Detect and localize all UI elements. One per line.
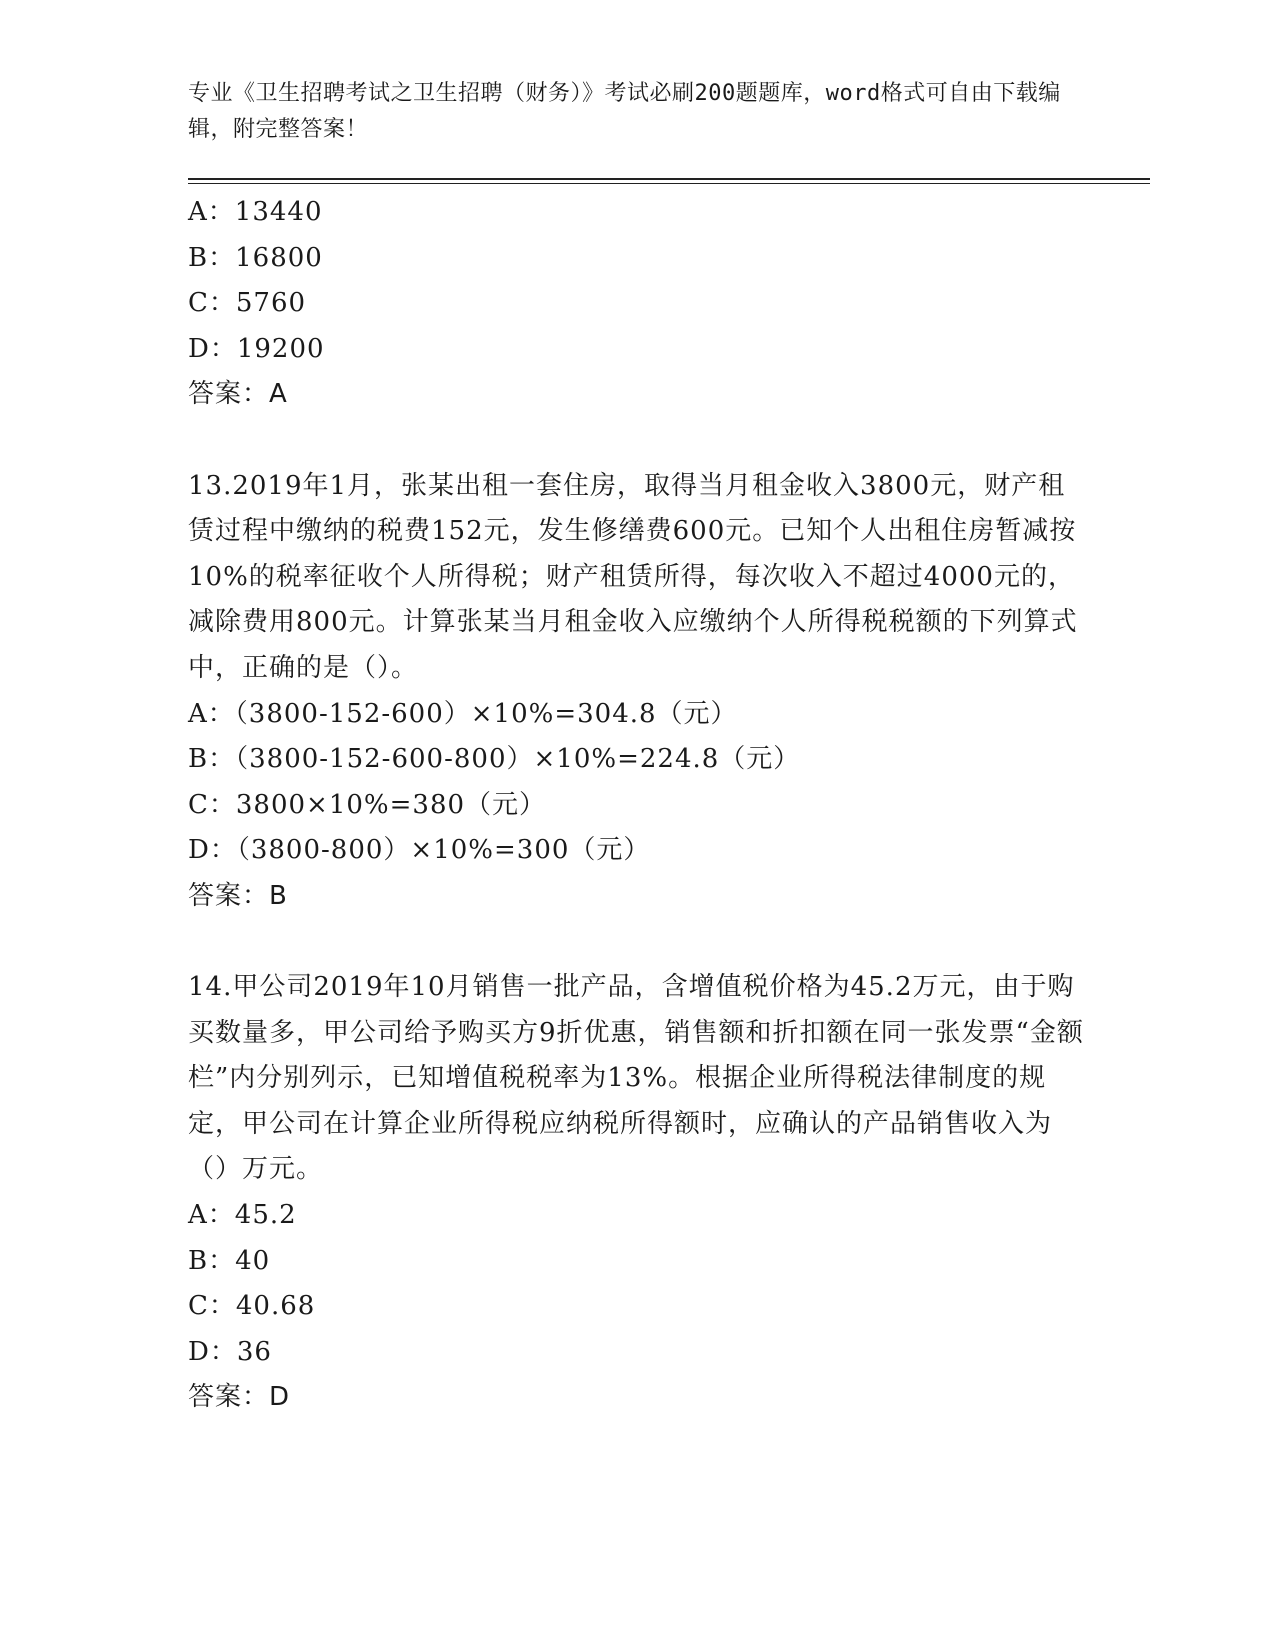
spacer bbox=[188, 920, 1088, 966]
option-c: C：5760 bbox=[188, 288, 307, 319]
option-a: A：13440 bbox=[188, 197, 323, 227]
option-a: A：45.2 bbox=[188, 1200, 297, 1231]
option-d: D：19200 bbox=[188, 333, 325, 364]
question-stem: 13.2019年1月，张某出租一套住房，取得当月租金收入3800元，财产租赁过程中缴纳的税费152元，发生修缮费600元。已知个人出租住房暂减按10%的税率征收个人所得税；财产租赁所得，每次收入不超过4000元的，减除费用800元。计算张某当月租金收入应缴纳个人所得税税额的下列算式中，正确的是（）。 bbox=[188, 470, 1078, 683]
option-b: B：40 bbox=[188, 1245, 271, 1276]
option-b: B：16800 bbox=[188, 242, 323, 273]
answer-line: 答案：B bbox=[188, 880, 288, 911]
answer-line: 答案：D bbox=[188, 1382, 291, 1413]
document-header: 专业《卫生招聘考试之卫生招聘（财务）》考试必刷200题题库，word格式可自由下载编辑，附完整答案！ bbox=[188, 81, 1061, 142]
question-stem: 14.甲公司2019年10月销售一批产品，含增值税价格为45.2万元，由于购买数量多，甲公司给予购买方9折优惠，销售额和折扣额在同一张发票“金额栏”内分别列示，已知增值税税率为13%。根据企业所得税法律制度的规定，甲公司在计算企业所得税应纳税所得额时，应确认的产品销售收入为（）万元。 bbox=[188, 972, 1084, 1185]
spacer bbox=[188, 418, 1088, 464]
header-divider-thin bbox=[188, 183, 1150, 184]
option-b: B：（3800-152-600-800）×10%=224.8（元） bbox=[188, 744, 801, 775]
question-content bbox=[188, 190, 1088, 1421]
option-c: C：3800×10%=380（元） bbox=[188, 789, 547, 820]
option-d: D：（3800-800）×10%=300（元） bbox=[188, 835, 651, 866]
question-14 bbox=[188, 965, 1088, 1421]
question-13 bbox=[188, 464, 1088, 920]
answer-line: 答案：A bbox=[188, 379, 288, 410]
question-12-tail bbox=[188, 190, 1088, 418]
option-c: C：40.68 bbox=[188, 1291, 316, 1322]
option-a: A：（3800-152-600）×10%=304.8（元） bbox=[188, 698, 738, 729]
header-divider-thick bbox=[188, 178, 1150, 180]
option-d: D：36 bbox=[188, 1336, 272, 1367]
